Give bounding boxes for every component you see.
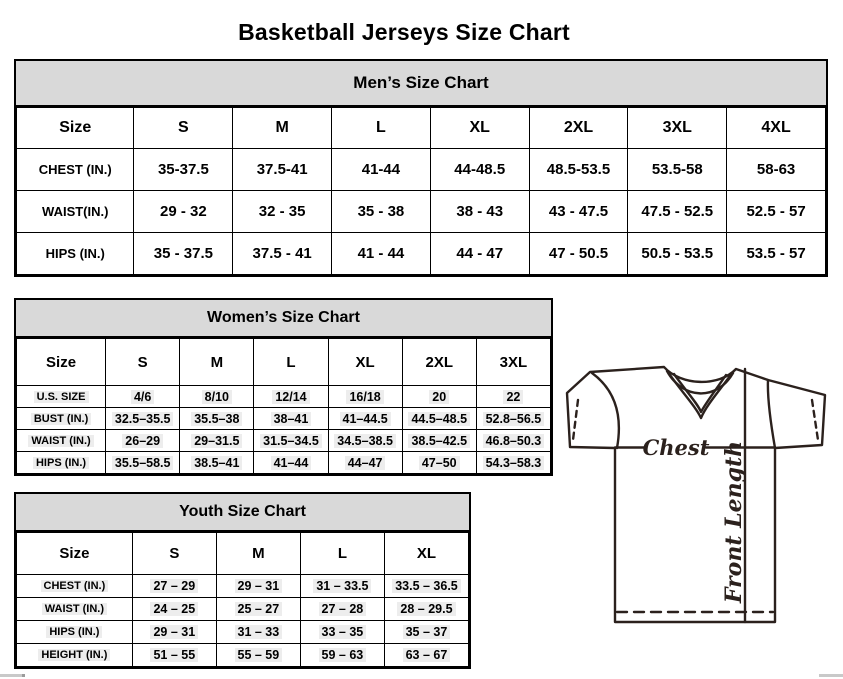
value-cell: 32.5–35.5 <box>106 408 180 430</box>
value-cell: 44-48.5 <box>430 149 529 191</box>
value-cell: 29–31.5 <box>180 430 254 452</box>
value-cell: 28 – 29.5 <box>384 598 468 621</box>
value-cell: 33 – 35 <box>300 621 384 644</box>
value-cell: 38.5–41 <box>180 452 254 474</box>
column-header: L <box>254 339 328 386</box>
table-row <box>17 598 469 621</box>
mens-chart-title: Men’s Size Chart <box>16 61 826 107</box>
column-header: S <box>132 533 216 575</box>
value-cell: 27 – 29 <box>132 575 216 598</box>
value-cell: 48.5-53.5 <box>529 149 628 191</box>
value-cell: 53.5-58 <box>628 149 727 191</box>
page-title: Basketball Jerseys Size Chart <box>238 19 570 46</box>
row-label: WAIST (IN.) <box>17 598 133 621</box>
womens-chart-title: Women’s Size Chart <box>16 300 551 338</box>
youth-size-table <box>16 532 469 667</box>
value-cell: 25 – 27 <box>216 598 300 621</box>
value-cell: 24 – 25 <box>132 598 216 621</box>
value-cell: 20 <box>402 386 476 408</box>
column-header: M <box>233 108 332 149</box>
header-row <box>17 108 826 149</box>
column-header: S <box>106 339 180 386</box>
youth-chart-title: Youth Size Chart <box>16 494 469 532</box>
value-cell: 41-44 <box>332 149 431 191</box>
value-cell: 46.8–50.3 <box>476 430 550 452</box>
column-header: 3XL <box>628 108 727 149</box>
mens-size-chart <box>14 59 828 277</box>
value-cell: 41–44.5 <box>328 408 402 430</box>
table-row <box>17 644 469 667</box>
value-cell: 32 - 35 <box>233 191 332 233</box>
value-cell: 53.5 - 57 <box>727 233 826 275</box>
value-cell: 38–41 <box>254 408 328 430</box>
value-cell: 29 - 32 <box>134 191 233 233</box>
womens-size-chart <box>14 298 553 476</box>
row-label: HIPS (IN.) <box>17 452 106 474</box>
header-row <box>17 533 469 575</box>
column-header: L <box>332 108 431 149</box>
value-cell: 52.5 - 57 <box>727 191 826 233</box>
row-label: WAIST (IN.) <box>17 430 106 452</box>
value-cell: 4/6 <box>106 386 180 408</box>
value-cell: 43 - 47.5 <box>529 191 628 233</box>
value-cell: 35 – 37 <box>384 621 468 644</box>
row-label: BUST (IN.) <box>17 408 106 430</box>
column-header: S <box>134 108 233 149</box>
value-cell: 47–50 <box>402 452 476 474</box>
value-cell: 41 - 44 <box>332 233 431 275</box>
column-header: 2XL <box>529 108 628 149</box>
value-cell: 31.5–34.5 <box>254 430 328 452</box>
table-row <box>17 621 469 644</box>
row-label: U.S. SIZE <box>17 386 106 408</box>
value-cell: 44.5–48.5 <box>402 408 476 430</box>
value-cell: 47.5 - 52.5 <box>628 191 727 233</box>
row-label: HIPS (IN.) <box>17 233 134 275</box>
column-header: 3XL <box>476 339 550 386</box>
value-cell: 35.5–58.5 <box>106 452 180 474</box>
value-cell: 50.5 - 53.5 <box>628 233 727 275</box>
value-cell: 27 – 28 <box>300 598 384 621</box>
row-label: HIPS (IN.) <box>17 621 133 644</box>
value-cell: 26–29 <box>106 430 180 452</box>
value-cell: 47 - 50.5 <box>529 233 628 275</box>
value-cell: 35 - 37.5 <box>134 233 233 275</box>
value-cell: 52.8–56.5 <box>476 408 550 430</box>
scrollbar-corner <box>819 674 843 677</box>
value-cell: 31 – 33 <box>216 621 300 644</box>
column-header: XL <box>384 533 468 575</box>
table-row <box>17 386 551 408</box>
value-cell: 41–44 <box>254 452 328 474</box>
womens-size-table <box>16 338 551 474</box>
value-cell: 38 - 43 <box>430 191 529 233</box>
value-cell: 29 – 31 <box>132 621 216 644</box>
front-length-label: Front Length <box>721 440 747 604</box>
table-row <box>17 191 826 233</box>
value-cell: 44–47 <box>328 452 402 474</box>
value-cell: 44 - 47 <box>430 233 529 275</box>
size-corner-header: Size <box>17 339 106 386</box>
value-cell: 29 – 31 <box>216 575 300 598</box>
value-cell: 8/10 <box>180 386 254 408</box>
column-header: 4XL <box>727 108 826 149</box>
value-cell: 37.5-41 <box>233 149 332 191</box>
value-cell: 35-37.5 <box>134 149 233 191</box>
jersey-measurement-diagram-icon <box>556 360 842 660</box>
column-header: M <box>180 339 254 386</box>
table-row <box>17 149 826 191</box>
table-row <box>17 575 469 598</box>
table-row <box>17 233 826 275</box>
column-header: L <box>300 533 384 575</box>
row-label: WAIST(IN.) <box>17 191 134 233</box>
value-cell: 54.3–58.3 <box>476 452 550 474</box>
header-row <box>17 339 551 386</box>
horizontal-scrollbar-thumb-end[interactable] <box>22 674 25 677</box>
value-cell: 16/18 <box>328 386 402 408</box>
table-row <box>17 452 551 474</box>
column-header: XL <box>430 108 529 149</box>
value-cell: 59 – 63 <box>300 644 384 667</box>
value-cell: 34.5–38.5 <box>328 430 402 452</box>
table-row <box>17 430 551 452</box>
value-cell: 35.5–38 <box>180 408 254 430</box>
row-label: CHEST (IN.) <box>17 575 133 598</box>
value-cell: 22 <box>476 386 550 408</box>
value-cell: 37.5 - 41 <box>233 233 332 275</box>
column-header: XL <box>328 339 402 386</box>
value-cell: 38.5–42.5 <box>402 430 476 452</box>
row-label: CHEST (IN.) <box>17 149 134 191</box>
value-cell: 51 – 55 <box>132 644 216 667</box>
size-corner-header: Size <box>17 108 134 149</box>
column-header: M <box>216 533 300 575</box>
column-header: 2XL <box>402 339 476 386</box>
table-row <box>17 408 551 430</box>
value-cell: 55 – 59 <box>216 644 300 667</box>
size-corner-header: Size <box>17 533 133 575</box>
chest-label: Chest <box>642 435 710 460</box>
value-cell: 31 – 33.5 <box>300 575 384 598</box>
value-cell: 33.5 – 36.5 <box>384 575 468 598</box>
value-cell: 58-63 <box>727 149 826 191</box>
value-cell: 35 - 38 <box>332 191 431 233</box>
youth-size-chart <box>14 492 471 669</box>
value-cell: 63 – 67 <box>384 644 468 667</box>
value-cell: 12/14 <box>254 386 328 408</box>
mens-size-table <box>16 107 826 275</box>
row-label: HEIGHT (IN.) <box>17 644 133 667</box>
horizontal-scrollbar-thumb[interactable] <box>0 674 22 677</box>
